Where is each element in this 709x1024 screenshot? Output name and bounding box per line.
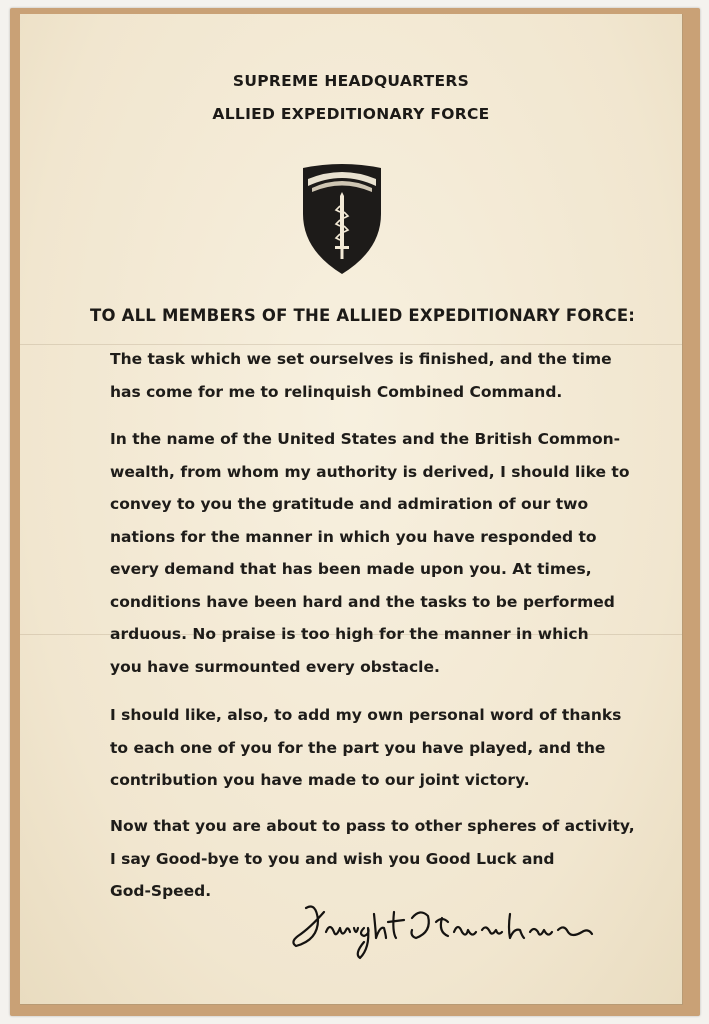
paragraph-line: In the name of the United States and the British Common- xyxy=(110,430,621,448)
paragraph-line: you have surmounted every obstacle. xyxy=(110,657,440,676)
paragraph-line: every demand that has been made upon you. At times, xyxy=(110,560,592,578)
paragraph-line: wealth, from whom my authority is derived, I should like to xyxy=(110,462,630,481)
paragraph-line: has come for me to relinquish Combined Command. xyxy=(110,382,563,401)
paragraph-line: contribution you have made to our joint victory. xyxy=(110,771,530,789)
sword-hilt xyxy=(341,249,344,259)
sword-blade xyxy=(340,192,344,246)
header-line-1: SUPREME HEADQUARTERS xyxy=(232,72,470,90)
salutation: TO ALL MEMBERS OF THE ALLIED EXPEDITIONARY FORCE: xyxy=(90,306,636,325)
signature-icon xyxy=(286,892,598,964)
paragraph-line: to each one of you for the part you have played, and the xyxy=(110,738,606,757)
paragraph-line: I should like, also, to add my own personal word of thanks xyxy=(110,706,622,724)
paragraph-line: nations for the manner in which you have responded to xyxy=(110,527,597,546)
paragraph-line: conditions have been hard and the tasks to be performed xyxy=(110,592,615,611)
paragraph-line: The task which we set ourselves is finished, and the time xyxy=(110,350,612,368)
paragraph-line: God-Speed. xyxy=(110,882,212,900)
letter-sheet xyxy=(20,14,683,1005)
sword-crossguard xyxy=(335,246,349,249)
paragraph-line: Now that you are about to pass to other spheres of activity, xyxy=(110,817,635,835)
paragraph-line: convey to you the gratitude and admiration of our two xyxy=(110,495,589,513)
paragraph-line: I say Good-bye to you and wish you Good Luck and xyxy=(110,849,555,868)
paragraph-line: arduous. No praise is too high for the manner in which xyxy=(110,625,589,643)
paragraph-3 xyxy=(110,699,630,797)
paragraph-1 xyxy=(110,343,630,408)
paragraph-2 xyxy=(110,423,630,683)
header-line-2: ALLIED EXPEDITIONARY FORCE xyxy=(212,105,490,123)
shaef-shoulder-patch-icon xyxy=(300,162,384,276)
